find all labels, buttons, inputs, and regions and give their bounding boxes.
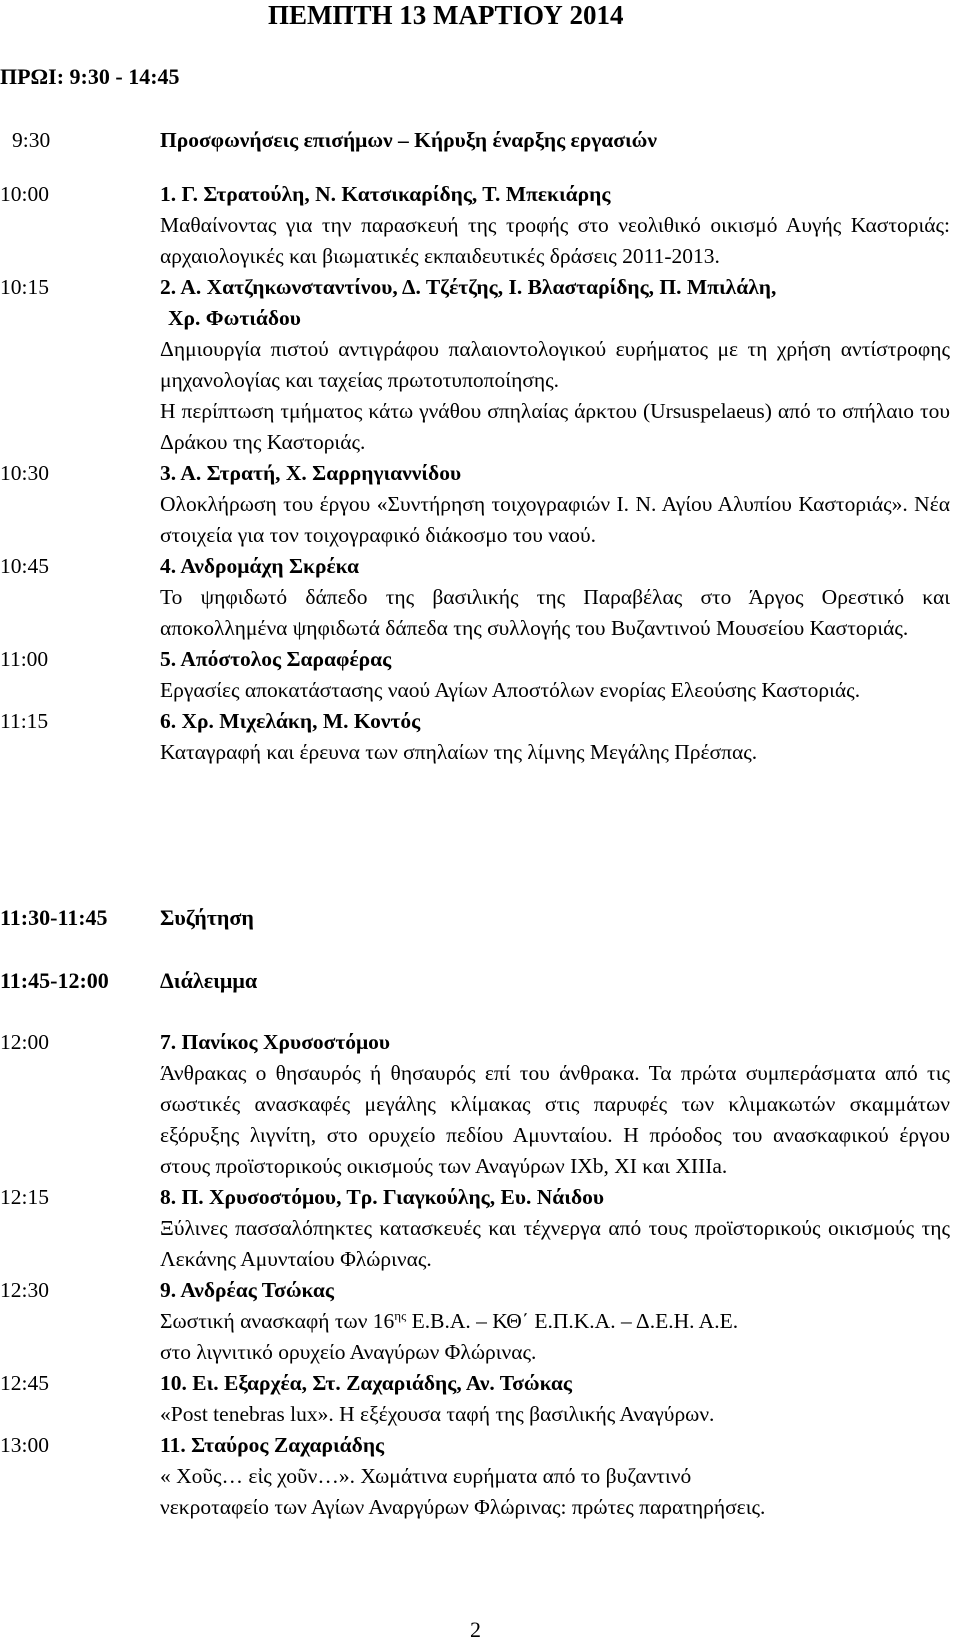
item-time: 12:30 — [0, 1278, 49, 1302]
program-item — [0, 706, 960, 768]
break-time: 11:45-12:00 — [0, 968, 109, 993]
item-title: Το ψηφιδωτό δάπεδο της βασιλικής της Παραβέλας στο Άργος Ορεστικό και αποκολλημένα ψηφιδωτά δάπεδα της συλλογής του Βυζαντινού Μουσείου Καστοριάς. — [160, 585, 950, 640]
item-time: 13:00 — [0, 1433, 49, 1457]
item-time: 11:00 — [0, 647, 49, 671]
item-speakers: 8. Π. Χρυσοστόμου, Τρ. Γιαγκούλης, Ευ. Νάιδου — [160, 1185, 605, 1209]
item-time: 12:00 — [0, 1030, 49, 1054]
item-time: 10:45 — [0, 554, 49, 578]
item-title: « Χοῦς… εἰς χοῦν…». Χωμάτινα ευρήματα από το βυζαντινό — [160, 1464, 692, 1488]
item-speakers-continued: Χρ. Φωτιάδου — [168, 306, 301, 330]
session-heading: ΠΡΩΙ: 9:30 - 14:45 — [0, 64, 180, 89]
item-title: Ξύλινες πασσαλόπηκτες κατασκευές και τέχνεργα από τους προϊστορικούς οικισμούς της Λεκάνης Αμυνταίου Φλώρινας. — [160, 1216, 950, 1271]
ordinal-suffix: ης — [394, 1307, 407, 1323]
page-number: 2 — [470, 1617, 481, 1642]
item-title: Ολοκλήρωση του έργου «Συντήρηση τοιχογραφιών Ι. Ν. Αγίου Αλυπίου Καστοριάς». Νέα στοιχεία για τον τοιχογραφικό διάκοσμο του ναού. — [160, 492, 950, 547]
program-item — [0, 272, 960, 458]
item-speakers: 9. Ανδρέας Τσώκας — [160, 1278, 334, 1302]
program-item — [0, 1275, 960, 1368]
program-item — [0, 458, 960, 551]
item-time: 10:15 — [0, 275, 49, 299]
item-speakers: 3. Α. Στρατή, Χ. Σαρρηγιαννίδου — [160, 461, 462, 485]
item-title: Δημιουργία πιστού αντιγράφου παλαιοντολογικού ευρήματος με τη χρήση αντίστροφης μηχανολογίας και ταχείας πρωτοτυποποίησης. — [160, 337, 950, 392]
program-block-morning — [0, 179, 960, 768]
program-item — [0, 644, 960, 706]
break-label: Διάλειμμα — [160, 968, 258, 993]
item-time: 12:15 — [0, 1185, 49, 1209]
item-speakers: 4. Ανδρομάχη Σκρέκα — [160, 554, 359, 578]
page-title: ΠΕΜΠΤΗ 13 ΜΑΡΤΙΟΥ 2014 — [268, 0, 624, 30]
program-item — [0, 1430, 960, 1523]
program-block-midday — [0, 1027, 960, 1523]
item-speakers: 11. Σταύρος Ζαχαριάδης — [160, 1433, 385, 1457]
opening-time: 9:30 — [12, 128, 51, 152]
item-title: «Post tenebras lux». Η εξέχουσα ταφή της βασιλικής Αναγύρων. — [160, 1402, 715, 1426]
program-item — [0, 551, 960, 644]
discussion-label: Συζήτηση — [160, 905, 254, 930]
item-speakers: 1. Γ. Στρατούλη, Ν. Κατσικαρίδης, Τ. Μπεκιάρης — [160, 182, 611, 206]
item-title: Άνθρακας ο θησαυρός ή θησαυρός επί του άνθρακα. Τα πρώτα συμπεράσματα από τις σωστικές ανασκαφές μεγάλης κλίμακας στις παρυφές των κλιμακωτών σκαμμάτων εξόρυξης λιγνίτη, στο ορυχείο πεδίου Αμυνταίου. Η πρόοδος του ανασκαφικού έργου στους προϊστορικούς οικισμούς των Αναγύρων ΙΧb, XI και XIIIa. — [160, 1061, 950, 1178]
discussion-time: 11:30-11:45 — [0, 905, 108, 930]
item-subtitle: στο λιγνιτικό ορυχείο Αναγύρων Φλώρινας. — [160, 1340, 537, 1364]
item-time: 11:15 — [0, 709, 49, 733]
item-speakers: 2. Α. Χατζηκωνσταντίνου, Δ. Τζέτζης, Ι. Βλασταρίδης, Π. Μπιλάλη, — [160, 275, 777, 299]
opening-heading: Προσφωνήσεις επισήμων – Κήρυξη έναρξης εργασιών — [160, 128, 657, 152]
item-time: 10:30 — [0, 461, 49, 485]
item-speakers: 10. Ει. Εξαρχέα, Στ. Ζαχαριάδης, Αν. Τσώκας — [160, 1371, 572, 1395]
item-speakers: 6. Χρ. Μιχελάκη, Μ. Κοντός — [160, 709, 421, 733]
program-item — [0, 1368, 960, 1430]
item-title-part: Ε.Β.Α. – ΚΘ΄ Ε.Π.Κ.Α. – Δ.Ε.Η. Α.Ε. — [406, 1309, 739, 1333]
item-title: Εργασίες αποκατάστασης ναού Αγίων Αποστόλων ενορίας Ελεούσης Καστοριάς. — [160, 678, 861, 702]
item-title — [160, 1306, 950, 1337]
item-subtitle: νεκροταφείο των Αγίων Αναργύρων Φλώρινας: πρώτες παρατηρήσεις. — [160, 1495, 766, 1519]
program-item — [0, 179, 960, 272]
item-speakers: 5. Απόστολος Σαραφέρας — [160, 647, 392, 671]
item-title-part: Σωστική ανασκαφή των 16 — [160, 1309, 395, 1333]
item-subtitle: Η περίπτωση τμήματος κάτω γνάθου σπηλαίας άρκτου (Ursuspelaeus) από το σπήλαιο του Δράκου της Καστοριάς. — [160, 399, 950, 454]
item-time: 10:00 — [0, 182, 49, 206]
program-item — [0, 1182, 960, 1275]
item-title: Καταγραφή και έρευνα των σπηλαίων της λίμνης Μεγάλης Πρέσπας. — [160, 740, 758, 764]
program-item — [0, 1027, 960, 1182]
item-time: 12:45 — [0, 1371, 49, 1395]
item-title: Μαθαίνοντας για την παρασκευή της τροφής στο νεολιθικό οικισμό Αυγής Καστοριάς: αρχαιολογικές και βιωματικές εκπαιδευτικές δράσεις 2011-2013. — [160, 213, 950, 268]
item-speakers: 7. Πανίκος Χρυσοστόμου — [160, 1030, 391, 1054]
